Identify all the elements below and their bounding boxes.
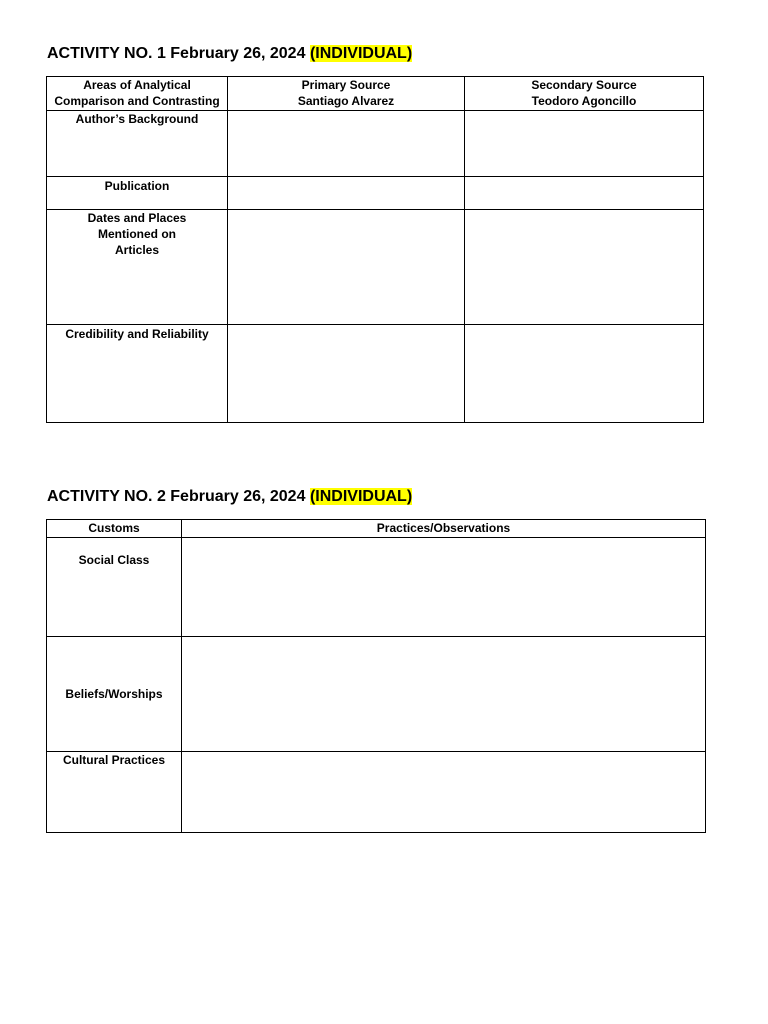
activity1-row-label-line1: Dates and Places: [87, 211, 187, 225]
activity2-row-beliefs: [47, 637, 706, 752]
activity1-tag: (INDIVIDUAL): [309, 45, 413, 62]
activity2-heading: [47, 487, 412, 507]
activity2-title: ACTIVITY NO. 2 February 26, 2024: [47, 488, 306, 505]
activity2-row-cultural-practices: [47, 752, 706, 833]
activity1-header-secondary: [465, 77, 704, 111]
activity1-answer-cell[interactable]: [228, 177, 465, 210]
activity1-header-secondary-line2: Teodoro Agoncillo: [531, 94, 637, 108]
activity1-answer-cell[interactable]: [228, 325, 465, 423]
activity1-row-label: Author’s Background: [47, 111, 228, 177]
activity1-header-secondary-line1: Secondary Source: [531, 78, 637, 92]
activity1-answer-cell[interactable]: [465, 111, 704, 177]
activity1-answer-cell[interactable]: [465, 210, 704, 325]
activity1-header-areas: [47, 77, 228, 111]
activity2-answer-cell[interactable]: [182, 538, 706, 637]
activity1-row-label: Publication: [47, 177, 228, 210]
activity1-title: ACTIVITY NO. 1 February 26, 2024: [47, 45, 306, 62]
activity2-header-practices: Practices/Observations: [182, 520, 706, 538]
activity1-header-primary: [228, 77, 465, 111]
activity1-answer-cell[interactable]: [465, 177, 704, 210]
activity2-table: [46, 519, 706, 833]
activity1-row-label: [47, 210, 228, 325]
activity1-header-primary-line2: Santiago Alvarez: [297, 94, 395, 108]
activity2-answer-cell[interactable]: [182, 637, 706, 752]
activity1-answer-cell[interactable]: [465, 325, 704, 423]
activity2-header-customs: Customs: [47, 520, 182, 538]
activity1-header-row: [47, 77, 704, 111]
activity2-row-label: Beliefs/Worships: [47, 637, 182, 752]
activity2-answer-cell[interactable]: [182, 752, 706, 833]
activity1-heading: [47, 44, 412, 64]
activity2-row-social-class: [47, 538, 706, 637]
activity1-table: [46, 76, 704, 423]
activity1-row-label-line2: Mentioned on: [98, 227, 176, 241]
activity1-row-label-line3: Articles: [114, 243, 160, 257]
activity1-header-areas-line2: Comparison and Contrasting: [54, 94, 220, 108]
activity1-row-label: Credibility and Reliability: [47, 325, 228, 423]
activity1-header-primary-line1: Primary Source: [301, 78, 391, 92]
activity2-row-label: Social Class: [47, 538, 182, 637]
activity2-tag: (INDIVIDUAL): [309, 488, 413, 505]
activity1-row-credibility: [47, 325, 704, 423]
activity1-row-dates-places: [47, 210, 704, 325]
activity2-row-label: Cultural Practices: [47, 752, 182, 833]
activity1-row-authors-background: [47, 111, 704, 177]
activity1-answer-cell[interactable]: [228, 111, 465, 177]
activity1-header-areas-line1: Areas of Analytical: [83, 78, 191, 92]
activity1-row-publication: [47, 177, 704, 210]
activity1-answer-cell[interactable]: [228, 210, 465, 325]
activity2-header-row: [47, 520, 706, 538]
